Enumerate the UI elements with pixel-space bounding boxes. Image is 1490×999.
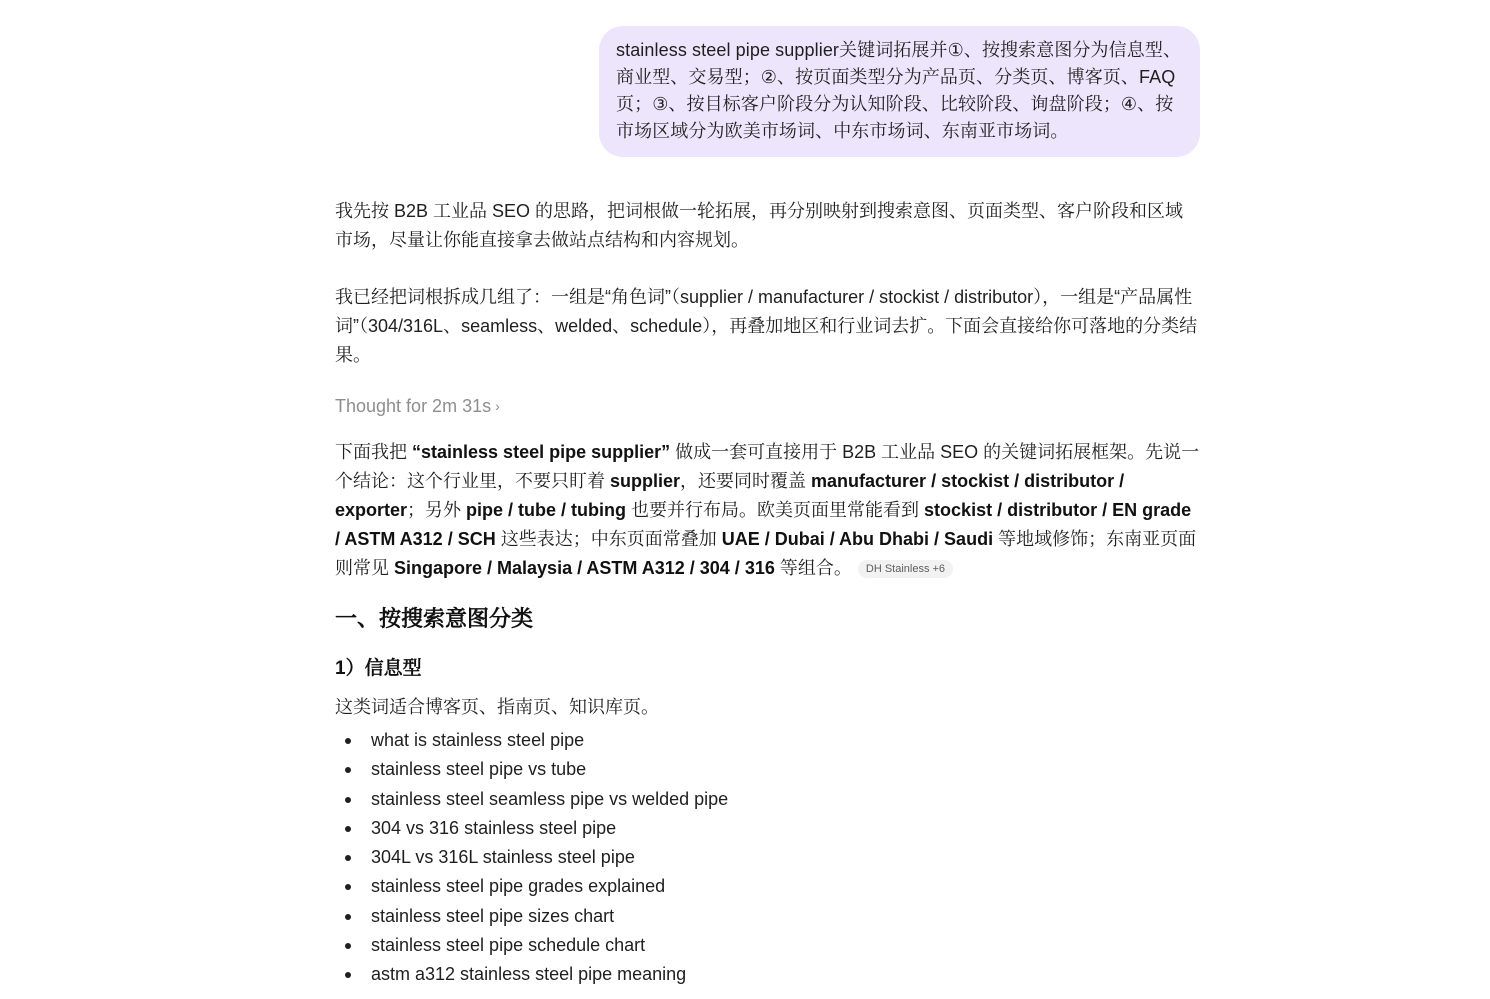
keyword-text: stainless steel pipe vs tube bbox=[371, 759, 587, 780]
keyword-list-item bbox=[335, 902, 1200, 931]
keyword-list-item bbox=[335, 785, 1200, 814]
keyword-text: stainless steel pipe grades explained bbox=[371, 876, 666, 897]
chat-thread bbox=[335, 0, 1200, 990]
main-text-6: 这些表达；中东页面常叠加 bbox=[495, 529, 722, 549]
keyword-list-item bbox=[335, 755, 1200, 784]
main-bold-3: manufacturer / stockist / distributor / exporter bbox=[335, 471, 1125, 520]
main-text-3: ，还要同时覆盖 bbox=[680, 471, 812, 491]
source-citation-chip[interactable]: DH Stainless +6 bbox=[858, 560, 953, 578]
bullet-dot-icon bbox=[345, 855, 351, 861]
bullet-dot-icon bbox=[345, 943, 351, 949]
main-text-2: 做成一套可直接用于 B2B 工业品 SEO 的关键词拓展框架。先说一个结论：这个行业里，不要只盯着 bbox=[335, 442, 1200, 491]
subsection-heading-informational: 1）信息型 bbox=[335, 658, 422, 679]
section-heading-search-intent: 一、按搜索意图分类 bbox=[335, 606, 534, 631]
bullet-dot-icon bbox=[345, 767, 351, 773]
keyword-text: stainless steel pipe schedule chart bbox=[371, 935, 646, 956]
keyword-text: stainless steel seamless pipe vs welded pipe bbox=[371, 788, 729, 809]
informational-keyword-list bbox=[335, 726, 1200, 990]
main-bold-5: stockist / distributor / EN grade / ASTM A312 / SCH bbox=[335, 500, 1192, 549]
bullet-dot-icon bbox=[345, 884, 351, 890]
keyword-list-item bbox=[335, 726, 1200, 755]
main-text-8: 等组合。 bbox=[774, 558, 852, 578]
main-text-7: 等地域修饰；东南亚页面则常见 bbox=[335, 529, 1197, 578]
keyword-text: what is stainless steel pipe bbox=[371, 730, 585, 750]
bullet-dot-icon bbox=[345, 914, 351, 920]
bullet-dot-icon bbox=[345, 826, 351, 832]
main-bold-4: pipe / tube / tubing bbox=[466, 500, 627, 520]
main-text-5: 也要并行布局。欧美页面里常能看到 bbox=[626, 500, 925, 520]
thought-label: Thought for 2m 31s bbox=[335, 396, 492, 416]
bullet-dot-icon bbox=[345, 738, 351, 744]
main-text-1: 下面我把 bbox=[335, 442, 413, 462]
keyword-text: stainless steel pipe sizes chart bbox=[371, 905, 615, 926]
keyword-text: 304L vs 316L stainless steel pipe bbox=[371, 847, 635, 868]
user-message-text: stainless steel pipe supplier关键词拓展并①、按搜索意图分为信息型、商业型、交易型；②、按页面类型分为产品页、分类页、博客页、FAQ页；③、按目标客户阶段分为认知阶段、比较阶段、询盘阶段；④、按市场区域分为欧美市场词、中东市场词、东南亚市场词。 bbox=[616, 40, 1182, 141]
bullet-dot-icon bbox=[345, 972, 351, 978]
assistant-intro-paragraph-2: 我已经把词根拆成几组了：一组是“角色词”（supplier / manufacturer / stockist / distributor），一组是“产品属性词”（304/316L、seamless、welded、schedule），再叠加地区和行业词去扩。下面会直接给你可落地的分类结果。 bbox=[335, 287, 1198, 365]
keyword-text: astm a312 stainless steel pipe meaning bbox=[371, 964, 687, 985]
keyword-list-item bbox=[335, 843, 1200, 872]
keyword-list-item bbox=[335, 960, 1200, 989]
chevron-right-icon: › bbox=[495, 398, 500, 414]
keyword-list-item bbox=[335, 814, 1200, 843]
main-bold-2: supplier bbox=[610, 471, 681, 491]
keyword-text: 304 vs 316 stainless steel pipe bbox=[371, 817, 617, 838]
assistant-main-paragraph bbox=[335, 438, 1200, 583]
main-bold-1: “stainless steel pipe supplier” bbox=[412, 442, 671, 462]
user-message-bubble bbox=[599, 26, 1200, 157]
user-message-row bbox=[335, 0, 1200, 157]
thought-toggle[interactable] bbox=[335, 392, 500, 422]
keyword-list-item bbox=[335, 931, 1200, 960]
assistant-intro-paragraph-1: 我先按 B2B 工业品 SEO 的思路，把词根做一轮拓展，再分别映射到搜索意图、页面类型、客户阶段和区域市场，尽量让你能直接拿去做站点结构和内容规划。 bbox=[335, 201, 1184, 250]
main-bold-6: UAE / Dubai / Abu Dhabi / Saudi bbox=[721, 529, 994, 549]
main-text-4: ；另外 bbox=[407, 500, 467, 520]
keyword-list-item bbox=[335, 872, 1200, 901]
main-bold-7: Singapore / Malaysia / ASTM A312 / 304 / 316 bbox=[394, 558, 775, 578]
assistant-message bbox=[335, 197, 1200, 990]
subsection-description: 这类词适合博客页、指南页、知识库页。 bbox=[335, 697, 659, 717]
bullet-dot-icon bbox=[345, 797, 351, 803]
